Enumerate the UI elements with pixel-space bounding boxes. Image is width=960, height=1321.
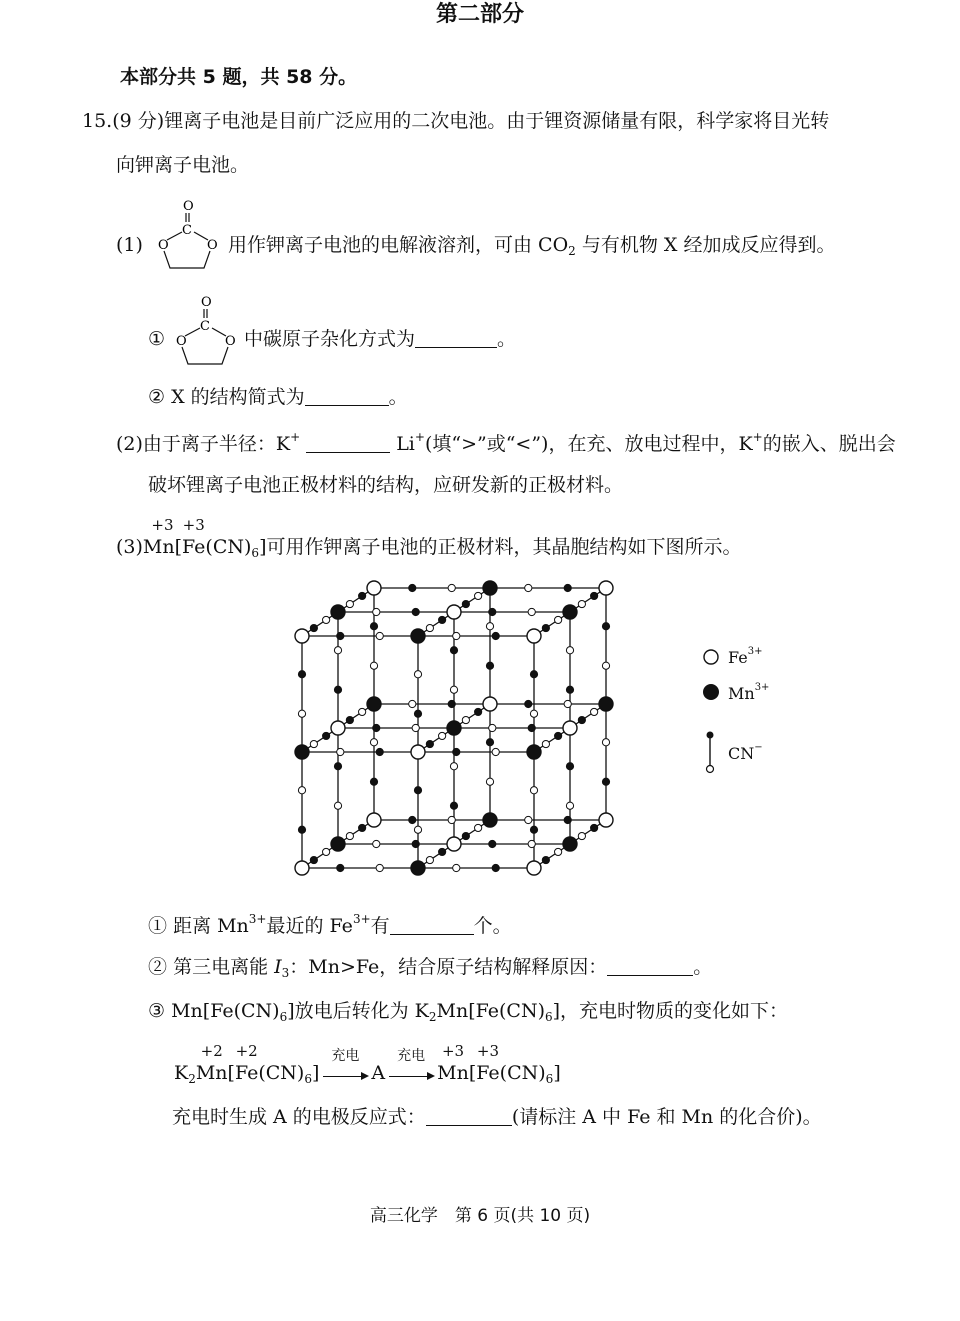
- cn-nitrogen-59: [492, 748, 499, 755]
- part-1-text: [228, 234, 835, 258]
- charge-arrow-1: [323, 1048, 367, 1077]
- cn-nitrogen-101: [591, 708, 598, 715]
- cn-carbon-82: [564, 584, 571, 591]
- cn-nitrogen-27: [359, 708, 366, 715]
- cn-carbon-0: [337, 864, 344, 871]
- cn-carbon-80: [462, 600, 469, 607]
- cn-nitrogen-71: [564, 700, 571, 707]
- p3-s3-a: Mn[Fe(CN): [171, 1000, 280, 1022]
- cn-nitrogen-61: [414, 671, 421, 678]
- mn-ion-3: [483, 813, 497, 827]
- fe-ion-18: [295, 861, 309, 875]
- cn-carbon-14: [370, 778, 377, 785]
- p3-s3-b: ]放电后转化为 K: [287, 1000, 429, 1022]
- formula-close: ]: [259, 536, 267, 558]
- p3-s3-sub2: 2: [428, 1010, 437, 1024]
- cn-carbon-98: [566, 686, 573, 693]
- cn-nitrogen-65: [489, 724, 496, 731]
- mn-ion-25: [527, 745, 541, 759]
- cn-nitrogen-77: [426, 624, 433, 631]
- cn-nitrogen-73: [486, 623, 493, 630]
- co2-subscript: 2: [568, 244, 576, 258]
- radius-text-a: 由于离子半径：K: [142, 433, 291, 455]
- li-symbol: Li: [396, 433, 415, 455]
- cn-carbon-104: [542, 624, 549, 631]
- cn-carbon-36: [412, 608, 419, 615]
- mn-ion-23: [411, 629, 425, 643]
- eq-ox-3: +3: [441, 1042, 465, 1060]
- page-footer: 高三化学 第 6 页(共 10 页): [369, 1206, 591, 1226]
- eq-k-sub: 2: [188, 1072, 196, 1086]
- fe-ion-0: [367, 813, 381, 827]
- legend-cn-label: CN−: [728, 742, 763, 763]
- cn-nitrogen-35: [323, 616, 330, 623]
- cn-carbon-76: [439, 616, 446, 623]
- fe-ion-20: [295, 629, 309, 643]
- part-1-sub-1-text: [244, 328, 516, 351]
- question-15-stem: [82, 110, 829, 133]
- cn-carbon-60: [414, 710, 421, 717]
- cn-carbon-22: [373, 724, 380, 731]
- cn-carbon-48: [489, 840, 496, 847]
- cn-nitrogen-33: [376, 632, 383, 639]
- eq-cn-2: (CN): [499, 1062, 546, 1084]
- cn-nitrogen-39: [346, 600, 353, 607]
- cn-carbon-100: [578, 716, 585, 723]
- ethylene-carbonate-structure-2: [172, 290, 244, 372]
- cn-nitrogen-57: [486, 778, 493, 785]
- cn-carbon-12: [409, 816, 416, 823]
- mn-ion-19: [295, 745, 309, 759]
- p3-s1-end: 个。: [473, 915, 512, 937]
- formula-sub: 6: [251, 546, 260, 560]
- cn-nitrogen-89: [566, 802, 573, 809]
- cn-nitrogen-11: [346, 832, 353, 839]
- legend-mn-icon: [701, 682, 721, 702]
- mn-ion-13: [447, 721, 461, 735]
- cn-nitrogen-49: [528, 840, 535, 847]
- fe-ion-6: [599, 813, 613, 827]
- cn-nitrogen-63: [439, 732, 446, 739]
- eq-ox-2: +2: [235, 1042, 258, 1060]
- cn-nitrogen-41: [448, 584, 455, 591]
- electrode-reaction-note: (请标注 A 中 Fe 和 Mn 的化合价)。: [511, 1106, 822, 1128]
- cn-nitrogen-43: [453, 864, 460, 871]
- part-3-line: [116, 516, 742, 560]
- ionization-symbol: I: [274, 956, 282, 978]
- mn-ion-9: [331, 837, 345, 851]
- part-2-line-2: 破坏锂离子电池正极材料的结构，应研发新的正极材料。: [148, 474, 624, 496]
- cn-nitrogen-7: [373, 840, 380, 847]
- cn-carbon-10: [359, 824, 366, 831]
- eq-a: A: [371, 1062, 386, 1084]
- cn-nitrogen-3: [298, 787, 305, 794]
- cn-nitrogen-15: [370, 739, 377, 746]
- stem-line-1: 锂离子电池是目前广泛应用的二次电池。由于锂资源储量有限，科学家将目光转: [164, 110, 830, 132]
- p3-s2-a: 第三电离能: [173, 956, 275, 978]
- mol2-c: C: [200, 319, 210, 334]
- eq-rb-1: ]: [312, 1062, 320, 1084]
- cn-carbon-66: [450, 647, 457, 654]
- part-3-text: 可用作钾离子电池的正极材料，其晶胞结构如下图所示。: [266, 536, 742, 558]
- structure-blank[interactable]: [305, 386, 389, 406]
- p3-s1-sup2: 3+: [352, 912, 371, 926]
- cn-nitrogen-9: [334, 802, 341, 809]
- cn-nitrogen-81: [475, 592, 482, 599]
- mol2-o-left: O: [176, 334, 187, 349]
- eq-ox-4: +3: [476, 1042, 500, 1060]
- cn-carbon-58: [453, 748, 460, 755]
- fe-ion-2: [367, 581, 381, 595]
- legend-cn-icon: [703, 730, 717, 776]
- mn-ion-17: [563, 605, 577, 619]
- cn-carbon-86: [542, 856, 549, 863]
- part-3-sub-4: [172, 1106, 822, 1129]
- sub-1-end: 。: [497, 328, 517, 350]
- eq-mn-1: [195, 1042, 228, 1085]
- part-1-sub-1-mark: ①: [148, 328, 166, 350]
- cn-nitrogen-17: [337, 748, 344, 755]
- cn-carbon-94: [530, 671, 537, 678]
- formula-fe: Fe: [182, 536, 206, 558]
- cn-carbon-40: [409, 584, 416, 591]
- eq-fe-2: [476, 1042, 500, 1085]
- eq-sub6-2: 6: [545, 1072, 554, 1086]
- sub-2-mark: ②: [148, 386, 166, 408]
- ionization-reason-blank[interactable]: [607, 956, 693, 976]
- cn-nitrogen-91: [578, 832, 585, 839]
- cn-carbon-64: [528, 724, 535, 731]
- eq-k: K: [174, 1062, 189, 1084]
- eq-mn-1-symbol: Mn: [195, 1062, 228, 1084]
- cn-carbon-16: [376, 748, 383, 755]
- cn-nitrogen-21: [310, 740, 317, 747]
- fe-ion-24: [527, 861, 541, 875]
- fe-ion-16: [563, 721, 577, 735]
- legend-fe-label: $Fe^{3+}$: [728, 646, 763, 667]
- cn-nitrogen-5: [323, 848, 330, 855]
- p3-s1-a: 距离 Mn: [173, 915, 249, 937]
- eq-cn-1: (CN): [258, 1062, 305, 1084]
- cn-carbon-26: [346, 716, 353, 723]
- cn-nitrogen-53: [475, 824, 482, 831]
- p3-s3-mark: ③: [148, 1000, 166, 1022]
- part-1-label: (1): [116, 234, 143, 256]
- cn-nitrogen-69: [462, 716, 469, 723]
- cn-nitrogen-79: [528, 608, 535, 615]
- cn-nitrogen-83: [525, 584, 532, 591]
- mn-ion-15: [563, 837, 577, 851]
- eq-ox-1: +2: [200, 1042, 223, 1060]
- eq-mn-2-symbol: Mn: [437, 1062, 469, 1084]
- eq-fe-2-symbol: Fe: [476, 1062, 500, 1084]
- section-intro: 本部分共 5 题，共 58 分。: [120, 66, 358, 88]
- mol-o-right: O: [207, 238, 218, 253]
- cn-carbon-46: [439, 848, 446, 855]
- cn-carbon-20: [323, 732, 330, 739]
- cn-carbon-2: [298, 826, 305, 833]
- p3-s1-mark: ①: [148, 915, 168, 937]
- cn-carbon-24: [334, 686, 341, 693]
- li-charge: +: [414, 430, 425, 444]
- part-3-sub-3: [148, 1000, 788, 1024]
- p3-s2-b: ：Mn>Fe，结合原子结构解释原因：: [289, 956, 608, 978]
- cn-carbon-6: [412, 840, 419, 847]
- charge-arrow-1-label: 充电: [331, 1048, 360, 1064]
- radius-compare-blank[interactable]: [306, 433, 390, 453]
- cn-nitrogen-97: [542, 740, 549, 747]
- part-3-label: (3): [116, 536, 143, 558]
- cn-nitrogen-93: [602, 739, 609, 746]
- part-3-sub-2: [148, 956, 712, 980]
- cn-carbon-62: [426, 740, 433, 747]
- legend-mn-label: $Mn^{3+}$: [728, 682, 770, 703]
- eq-sub6-1: 6: [304, 1072, 312, 1086]
- eq-fe-1: [234, 1042, 259, 1085]
- cn-carbon-88: [566, 763, 573, 770]
- cn-carbon-56: [486, 739, 493, 746]
- formula-cn: (CN): [205, 536, 252, 558]
- fe-ox-number: +3: [182, 516, 205, 534]
- mn-ion-5: [483, 581, 497, 595]
- cn-carbon-92: [602, 778, 609, 785]
- mol-o-left: O: [158, 238, 169, 253]
- fe-ion-12: [447, 837, 461, 851]
- charge-arrow-2-label: 充电: [397, 1048, 426, 1064]
- cn-nitrogen-95: [530, 710, 537, 717]
- cn-carbon-32: [337, 632, 344, 639]
- charging-equation: [174, 1042, 561, 1086]
- p3-s2-mark: ②: [148, 956, 168, 978]
- cn-carbon-84: [530, 826, 537, 833]
- fe-ion-26: [527, 629, 541, 643]
- cn-nitrogen-99: [566, 647, 573, 654]
- cn-nitrogen-105: [555, 616, 562, 623]
- ionization-sub: 3: [281, 966, 290, 980]
- fe-ion-4: [483, 697, 497, 711]
- crystal-cell-diagram: [290, 580, 650, 890]
- legend-fe-icon: [702, 648, 720, 666]
- mn-ion-21: [411, 861, 425, 875]
- eq-fe-1-symbol: Fe: [234, 1062, 259, 1084]
- fe-ion-22: [411, 745, 425, 759]
- cn-carbon-74: [492, 632, 499, 639]
- legend: [700, 642, 820, 782]
- cn-nitrogen-1: [376, 864, 383, 871]
- question-number: 15.: [82, 110, 113, 132]
- p3-s3-sub1: 6: [279, 1010, 288, 1024]
- cn-carbon-50: [450, 802, 457, 809]
- mn-oxidation: [142, 516, 183, 559]
- mol-c: C: [182, 223, 192, 238]
- cn-carbon-68: [475, 708, 482, 715]
- cn-nitrogen-31: [370, 662, 377, 669]
- cn-nitrogen-13: [448, 816, 455, 823]
- cn-nitrogen-103: [602, 662, 609, 669]
- p3-s2-end: 。: [693, 956, 713, 978]
- cn-nitrogen-67: [450, 686, 457, 693]
- eq-lb-1: [: [227, 1062, 235, 1084]
- cn-nitrogen-55: [525, 816, 532, 823]
- cn-carbon-18: [298, 671, 305, 678]
- electrode-reaction-prompt: 充电时生成 A 的电极反应式：: [172, 1106, 426, 1128]
- k-charge-2: +: [752, 430, 763, 444]
- electrode-reaction-blank[interactable]: [426, 1106, 512, 1126]
- cn-nitrogen-25: [334, 647, 341, 654]
- mn-ion-1: [367, 697, 381, 711]
- cn-nitrogen-87: [555, 848, 562, 855]
- cn-carbon-34: [310, 624, 317, 631]
- stem-line-2: 向钾离子电池。: [116, 154, 250, 176]
- cn-nitrogen-23: [412, 724, 419, 731]
- part-2-label: (2): [116, 433, 143, 455]
- structure-prompt: X 的结构简式为: [171, 386, 305, 408]
- cn-carbon-28: [448, 700, 455, 707]
- section-title: 第二部分: [435, 2, 524, 27]
- p3-s3-d: ]，充电时物质的变化如下：: [552, 1000, 789, 1022]
- ethylene-carbonate-structure-1: [152, 194, 224, 276]
- cn-carbon-52: [462, 832, 469, 839]
- mn-ion-7: [599, 697, 613, 711]
- part-1-text-b: 与有机物 X 经加成反应得到。: [575, 234, 836, 256]
- cn-carbon-42: [492, 864, 499, 871]
- mn-ox-number: +3: [151, 516, 174, 534]
- cn-carbon-38: [359, 592, 366, 599]
- cn-carbon-102: [602, 623, 609, 630]
- fe-ion-10: [331, 721, 345, 735]
- charge-arrow-2: [389, 1048, 433, 1077]
- hybridization-blank[interactable]: [415, 328, 497, 348]
- fe-ion-8: [599, 581, 613, 595]
- part-3-sub-1: [148, 912, 512, 938]
- cn-carbon-70: [525, 700, 532, 707]
- cn-carbon-96: [555, 732, 562, 739]
- cn-nitrogen-107: [578, 600, 585, 607]
- cn-carbon-106: [591, 592, 598, 599]
- cn-nitrogen-47: [426, 856, 433, 863]
- question-score: (9 分): [112, 110, 165, 132]
- eq-mn-2: [437, 1042, 469, 1085]
- fe-ion-14: [447, 605, 461, 619]
- cn-nitrogen-51: [450, 763, 457, 770]
- cn-carbon-90: [591, 824, 598, 831]
- eq-rb-2: ]: [553, 1062, 561, 1084]
- cn-carbon-44: [414, 787, 421, 794]
- cn-carbon-30: [370, 623, 377, 630]
- part-1-text-a: 用作钾离子电池的电解液溶剂，可由 CO: [228, 234, 569, 256]
- hybridization-prompt: 中碳原子杂化方式为: [244, 328, 416, 350]
- cn-nitrogen-75: [453, 632, 460, 639]
- mol-o-top: O: [183, 199, 194, 214]
- cn-nitrogen-85: [530, 787, 537, 794]
- fe-oxidation: [182, 516, 206, 559]
- nearest-count-blank[interactable]: [390, 915, 474, 935]
- p3-s1-sup1: 3+: [248, 912, 267, 926]
- k-charge: +: [290, 430, 301, 444]
- cn-carbon-78: [489, 608, 496, 615]
- p3-s3-c: Mn[Fe(CN): [436, 1000, 545, 1022]
- part-2-line-1: [116, 430, 896, 456]
- p3-s1-b: 最近的 Fe: [266, 915, 353, 937]
- p3-s1-c: 有: [370, 915, 390, 937]
- cn-carbon-72: [486, 662, 493, 669]
- cn-nitrogen-29: [409, 700, 416, 707]
- formula-mn: Mn[: [142, 536, 183, 558]
- mol2-o-top: O: [201, 295, 212, 310]
- part-1-sub-2: [148, 386, 408, 409]
- radius-text-c: (填“>”或“<”)，在充、放电过程中，K: [424, 433, 753, 455]
- sub-2-end: 。: [388, 386, 408, 408]
- cn-nitrogen-45: [414, 826, 421, 833]
- radius-text-d: 的嵌入、脱出会: [762, 433, 896, 455]
- cn-carbon-4: [310, 856, 317, 863]
- mn-ion-11: [331, 605, 345, 619]
- mol2-o-right: O: [225, 334, 236, 349]
- p3-s3-sub3: 6: [545, 1010, 553, 1024]
- cn-carbon-54: [564, 816, 571, 823]
- eq-lb-2: [: [468, 1062, 477, 1084]
- cn-nitrogen-37: [373, 608, 380, 615]
- cn-nitrogen-19: [298, 710, 305, 717]
- cn-carbon-8: [334, 763, 341, 770]
